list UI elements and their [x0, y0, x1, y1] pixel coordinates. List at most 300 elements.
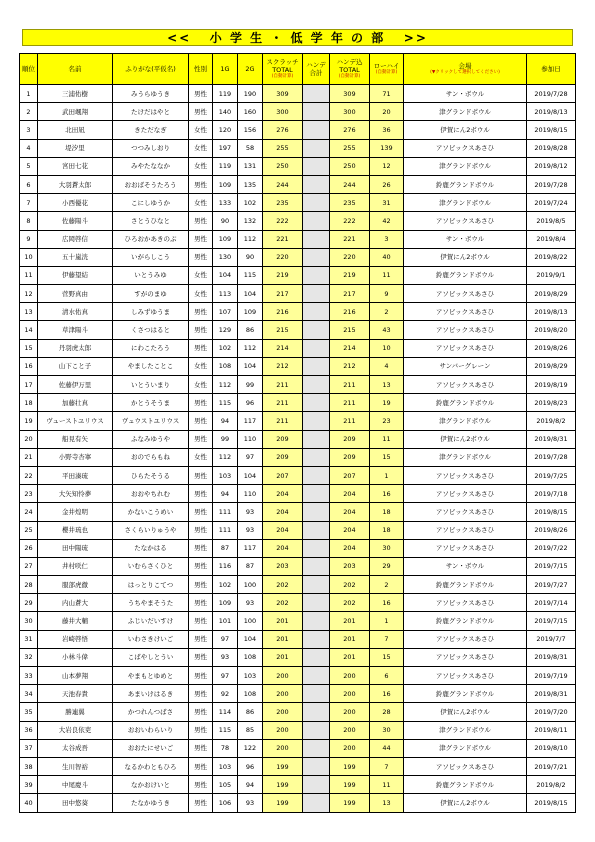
date-cell: 2019/7/15 — [527, 557, 576, 575]
rank-cell: 17 — [20, 376, 38, 394]
gender-cell: 女性 — [189, 139, 213, 157]
handicap-cell[interactable] — [303, 466, 330, 484]
kana-cell: みやたななか — [113, 157, 189, 175]
date-cell: 2019/8/26 — [527, 339, 576, 357]
rank-cell: 35 — [20, 703, 38, 721]
name-cell: 船見有矢 — [38, 430, 113, 448]
name-cell: 勝連翼 — [38, 703, 113, 721]
name-cell: 服部虎徹 — [38, 576, 113, 594]
scratch-total-cell: 200 — [263, 703, 303, 721]
game2-score-cell: 160 — [238, 103, 263, 121]
venue-select[interactable]: アソビックスあさひ — [404, 539, 527, 557]
name-cell: 堤汐里 — [38, 139, 113, 157]
handicap-cell[interactable] — [303, 321, 330, 339]
name-cell: 中尾慶斗 — [38, 776, 113, 794]
handicap-cell[interactable] — [303, 285, 330, 303]
handicap-total-cell: 199 — [330, 757, 370, 775]
venue-select[interactable]: 鈴鹿グランドボウル — [404, 576, 527, 594]
game2-score-cell: 156 — [238, 121, 263, 139]
kana-cell: いむらさくひと — [113, 557, 189, 575]
header-venue — [404, 54, 527, 85]
handicap-cell[interactable] — [303, 557, 330, 575]
name-cell: 草津陽斗 — [38, 321, 113, 339]
kana-cell: ひらたそうる — [113, 466, 189, 484]
date-cell: 2019/8/19 — [527, 376, 576, 394]
date-cell: 2019/8/20 — [527, 321, 576, 339]
handicap-cell[interactable] — [303, 212, 330, 230]
scratch-total-cell: 276 — [263, 121, 303, 139]
name-cell: 天池春貴 — [38, 685, 113, 703]
game1-score-cell: 109 — [213, 594, 238, 612]
rank-cell: 1 — [20, 85, 38, 103]
handicap-total-cell: 209 — [330, 448, 370, 466]
lohi-cell: 2 — [370, 303, 404, 321]
handicap-cell[interactable] — [303, 721, 330, 739]
venue-select[interactable]: 伊賀にん2ボウル — [404, 430, 527, 448]
scratch-total-cell: 204 — [263, 485, 303, 503]
date-cell: 2019/7/15 — [527, 612, 576, 630]
rank-cell: 6 — [20, 175, 38, 193]
handicap-cell[interactable] — [303, 139, 330, 157]
name-cell: 大羽蒼太郎 — [38, 175, 113, 193]
venue-select[interactable]: アソビックスあさひ — [404, 757, 527, 775]
handicap-cell[interactable] — [303, 630, 330, 648]
page-title: 小 学 生 ・ 低 学 年 の 部 — [209, 31, 386, 45]
lohi-cell: 15 — [370, 648, 404, 666]
game1-score-cell: 93 — [213, 648, 238, 666]
date-cell: 2019/8/5 — [527, 212, 576, 230]
header-lohi — [370, 54, 404, 85]
gender-cell: 男性 — [189, 703, 213, 721]
game1-score-cell: 133 — [213, 194, 238, 212]
table-row — [20, 157, 576, 175]
venue-select[interactable]: アソビックスあさひ — [404, 521, 527, 539]
rank-cell: 24 — [20, 503, 38, 521]
header-venue-note: (▼クリックして選択してください) — [430, 70, 500, 75]
venue-select[interactable]: アソビックスあさひ — [404, 648, 527, 666]
scratch-total-cell: 203 — [263, 557, 303, 575]
handicap-total-cell: 250 — [330, 157, 370, 175]
kana-cell: やまもとゆめと — [113, 667, 189, 685]
handicap-total-cell: 209 — [330, 430, 370, 448]
venue-select[interactable]: アソビックスあさひ — [404, 303, 527, 321]
date-cell: 2019/8/13 — [527, 303, 576, 321]
venue-select[interactable]: アソビックスあさひ — [404, 212, 527, 230]
date-cell: 2019/7/24 — [527, 194, 576, 212]
venue-select[interactable]: アソビックスあさひ — [404, 503, 527, 521]
handicap-cell[interactable] — [303, 794, 330, 812]
handicap-cell[interactable] — [303, 539, 330, 557]
venue-select[interactable]: 伊賀にん2ボウル — [404, 703, 527, 721]
handicap-cell[interactable] — [303, 376, 330, 394]
gender-cell: 女性 — [189, 157, 213, 175]
handicap-cell[interactable] — [303, 503, 330, 521]
venue-select[interactable]: 津グランドボウル — [404, 412, 527, 430]
game1-score-cell: 102 — [213, 339, 238, 357]
handicap-cell[interactable] — [303, 103, 330, 121]
scratch-total-cell: 211 — [263, 412, 303, 430]
lohi-cell: 3 — [370, 230, 404, 248]
scratch-total-cell: 209 — [263, 430, 303, 448]
handicap-cell[interactable] — [303, 448, 330, 466]
kana-cell: つつみしおり — [113, 139, 189, 157]
table-row — [20, 521, 576, 539]
handicap-cell[interactable] — [303, 576, 330, 594]
gender-cell: 男性 — [189, 212, 213, 230]
name-cell: 五十嵐洸 — [38, 248, 113, 266]
game2-score-cell: 87 — [238, 557, 263, 575]
handicap-total-cell: 201 — [330, 648, 370, 666]
game2-score-cell: 96 — [238, 757, 263, 775]
rank-cell: 15 — [20, 339, 38, 357]
table-row — [20, 85, 576, 103]
handicap-total-cell: 202 — [330, 576, 370, 594]
gender-cell: 男性 — [189, 630, 213, 648]
venue-select[interactable]: 津グランドボウル — [404, 721, 527, 739]
scratch-total-cell: 199 — [263, 794, 303, 812]
kana-cell: きただなぎ — [113, 121, 189, 139]
game1-score-cell: 111 — [213, 503, 238, 521]
venue-select[interactable]: アソビックスあさひ — [404, 339, 527, 357]
game2-score-cell: 115 — [238, 266, 263, 284]
gender-cell: 男性 — [189, 576, 213, 594]
handicap-cell[interactable] — [303, 739, 330, 757]
handicap-cell[interactable] — [303, 175, 330, 193]
handicap-total-cell: 211 — [330, 376, 370, 394]
scratch-total-cell: 201 — [263, 630, 303, 648]
venue-select[interactable]: アソビックスあさひ — [404, 285, 527, 303]
handicap-total-cell: 200 — [330, 721, 370, 739]
game1-score-cell: 94 — [213, 412, 238, 430]
title-banner — [22, 29, 573, 46]
date-cell: 2019/9/1 — [527, 266, 576, 284]
date-cell: 2019/8/13 — [527, 103, 576, 121]
scratch-total-cell: 204 — [263, 521, 303, 539]
date-cell: 2019/8/29 — [527, 357, 576, 375]
gender-cell: 男性 — [189, 339, 213, 357]
handicap-cell[interactable] — [303, 612, 330, 630]
handicap-cell[interactable] — [303, 194, 330, 212]
scratch-total-cell: 217 — [263, 285, 303, 303]
venue-select[interactable]: 伊賀にん2ボウル — [404, 248, 527, 266]
handicap-cell[interactable] — [303, 412, 330, 430]
name-cell: 佐藤伊万里 — [38, 376, 113, 394]
handicap-total-cell: 200 — [330, 703, 370, 721]
handicap-total-cell: 199 — [330, 794, 370, 812]
name-cell: 櫻井琉也 — [38, 521, 113, 539]
gender-cell: 男性 — [189, 539, 213, 557]
handicap-cell[interactable] — [303, 521, 330, 539]
kana-cell: おおばそうたろう — [113, 175, 189, 193]
scratch-total-cell: 200 — [263, 685, 303, 703]
handicap-cell[interactable] — [303, 667, 330, 685]
handicap-cell[interactable] — [303, 230, 330, 248]
header-handicap-total-note: (自動計算) — [338, 74, 361, 79]
game2-score-cell: 104 — [238, 285, 263, 303]
rank-cell: 21 — [20, 448, 38, 466]
game1-score-cell: 112 — [213, 376, 238, 394]
rank-cell: 5 — [20, 157, 38, 175]
handicap-total-cell: 204 — [330, 539, 370, 557]
handicap-cell[interactable] — [303, 703, 330, 721]
venue-select[interactable]: アソビックスあさひ — [404, 485, 527, 503]
game2-score-cell: 99 — [238, 376, 263, 394]
date-cell: 2019/8/15 — [527, 503, 576, 521]
game1-score-cell: 111 — [213, 521, 238, 539]
gender-cell: 女性 — [189, 357, 213, 375]
name-cell: 広岡啓信 — [38, 230, 113, 248]
venue-select[interactable]: 鈴鹿グランドボウル — [404, 175, 527, 193]
game1-score-cell: 113 — [213, 285, 238, 303]
scratch-total-cell: 300 — [263, 103, 303, 121]
handicap-total-cell: 211 — [330, 412, 370, 430]
venue-select[interactable]: 鈴鹿グランドボウル — [404, 612, 527, 630]
venue-select[interactable]: アソビックスあさひ — [404, 139, 527, 157]
gender-cell: 男性 — [189, 557, 213, 575]
name-cell: 伊藤望結 — [38, 266, 113, 284]
game1-score-cell: 103 — [213, 757, 238, 775]
game2-score-cell: 96 — [238, 394, 263, 412]
game2-score-cell: 108 — [238, 648, 263, 666]
venue-select[interactable]: アソビックスあさひ — [404, 376, 527, 394]
game1-score-cell: 116 — [213, 557, 238, 575]
header-gender: 性別 — [189, 54, 213, 85]
venue-select[interactable]: 津グランドボウル — [404, 739, 527, 757]
game2-score-cell: 104 — [238, 630, 263, 648]
date-cell: 2019/8/10 — [527, 739, 576, 757]
scratch-total-cell: 202 — [263, 576, 303, 594]
handicap-cell[interactable] — [303, 303, 330, 321]
gender-cell: 男性 — [189, 685, 213, 703]
game2-score-cell: 58 — [238, 139, 263, 157]
header-lohi-note: (自動計算) — [375, 70, 398, 75]
handicap-cell[interactable] — [303, 266, 330, 284]
name-cell: 小林斗偉 — [38, 648, 113, 666]
handicap-total-cell: 244 — [330, 175, 370, 193]
rank-cell: 10 — [20, 248, 38, 266]
game2-score-cell: 86 — [238, 321, 263, 339]
venue-select[interactable]: サン・ボウル — [404, 85, 527, 103]
kana-cell: なるかわともひろ — [113, 757, 189, 775]
game1-score-cell: 97 — [213, 630, 238, 648]
date-cell: 2019/7/19 — [527, 667, 576, 685]
kana-cell: ふじいだいすけ — [113, 612, 189, 630]
kana-cell: おおいわらいり — [113, 721, 189, 739]
table-row — [20, 194, 576, 212]
game2-score-cell: 131 — [238, 157, 263, 175]
handicap-cell[interactable] — [303, 594, 330, 612]
rank-cell: 40 — [20, 794, 38, 812]
lohi-cell: 71 — [370, 85, 404, 103]
header-venue-label: 会場 — [458, 62, 472, 70]
rank-cell: 20 — [20, 430, 38, 448]
handicap-cell[interactable] — [303, 485, 330, 503]
table-row — [20, 576, 576, 594]
rank-cell: 25 — [20, 521, 38, 539]
gender-cell: 女性 — [189, 285, 213, 303]
lohi-cell: 1 — [370, 612, 404, 630]
name-cell: 内山蒼大 — [38, 594, 113, 612]
handicap-cell[interactable] — [303, 648, 330, 666]
handicap-total-cell: 212 — [330, 357, 370, 375]
name-cell: 小西優花 — [38, 194, 113, 212]
date-cell: 2019/8/29 — [527, 285, 576, 303]
date-cell: 2019/7/27 — [527, 576, 576, 594]
handicap-cell[interactable] — [303, 776, 330, 794]
rank-cell: 23 — [20, 485, 38, 503]
game1-score-cell: 97 — [213, 667, 238, 685]
lohi-cell: 2 — [370, 576, 404, 594]
kana-cell: しみずゆうま — [113, 303, 189, 321]
handicap-total-cell: 211 — [330, 394, 370, 412]
venue-select[interactable]: アソビックスあさひ — [404, 321, 527, 339]
kana-cell: さくらいりゅうや — [113, 521, 189, 539]
scratch-total-cell: 216 — [263, 303, 303, 321]
rank-cell: 3 — [20, 121, 38, 139]
handicap-cell[interactable] — [303, 157, 330, 175]
rank-cell: 16 — [20, 357, 38, 375]
rank-cell: 9 — [20, 230, 38, 248]
venue-select[interactable]: サン・ボウル — [404, 557, 527, 575]
game1-score-cell: 197 — [213, 139, 238, 157]
venue-select[interactable]: アソビックスあさひ — [404, 630, 527, 648]
handicap-total-cell: 217 — [330, 285, 370, 303]
lohi-cell: 16 — [370, 485, 404, 503]
date-cell: 2019/8/28 — [527, 139, 576, 157]
kana-cell: かとうそうま — [113, 394, 189, 412]
table-row — [20, 448, 576, 466]
lohi-cell: 4 — [370, 357, 404, 375]
game2-score-cell: 117 — [238, 539, 263, 557]
venue-select[interactable]: 鈴鹿グランドボウル — [404, 394, 527, 412]
venue-select[interactable]: 鈴鹿グランドボウル — [404, 776, 527, 794]
date-cell: 2019/8/15 — [527, 121, 576, 139]
rank-cell: 22 — [20, 466, 38, 484]
gender-cell: 男性 — [189, 757, 213, 775]
gender-cell: 女性 — [189, 194, 213, 212]
game1-score-cell: 105 — [213, 776, 238, 794]
game2-score-cell: 122 — [238, 739, 263, 757]
date-cell: 2019/8/2 — [527, 776, 576, 794]
venue-select[interactable]: アソビックスあさひ — [404, 594, 527, 612]
kana-cell: くさつはると — [113, 321, 189, 339]
handicap-cell[interactable] — [303, 357, 330, 375]
venue-select[interactable]: 鈴鹿グランドボウル — [404, 685, 527, 703]
lohi-cell: 40 — [370, 248, 404, 266]
venue-select[interactable]: 津グランドボウル — [404, 448, 527, 466]
table-row — [20, 121, 576, 139]
header-handicap-total-label: ハンデ込 — [336, 58, 363, 66]
handicap-cell[interactable] — [303, 121, 330, 139]
ranking-table — [19, 53, 576, 813]
name-cell: 山本夢翔 — [38, 667, 113, 685]
handicap-total-cell: 276 — [330, 121, 370, 139]
table-row — [20, 139, 576, 157]
venue-select[interactable]: サンバーグレーン — [404, 357, 527, 375]
handicap-cell[interactable] — [303, 757, 330, 775]
lohi-cell: 23 — [370, 412, 404, 430]
game1-score-cell: 109 — [213, 175, 238, 193]
venue-select[interactable]: 伊賀にん2ボウル — [404, 121, 527, 139]
venue-select[interactable]: アソビックスあさひ — [404, 466, 527, 484]
venue-select[interactable]: 伊賀にん2ボウル — [404, 794, 527, 812]
name-cell: 田中悠葵 — [38, 794, 113, 812]
game1-score-cell: 87 — [213, 539, 238, 557]
scratch-total-cell: 220 — [263, 248, 303, 266]
table-row — [20, 212, 576, 230]
lohi-cell: 13 — [370, 376, 404, 394]
header-handicap-total-sub: TOTAL — [339, 66, 360, 74]
rank-cell: 30 — [20, 612, 38, 630]
table-row — [20, 703, 576, 721]
game2-score-cell: 86 — [238, 703, 263, 721]
rank-cell: 8 — [20, 212, 38, 230]
scratch-total-cell: 209 — [263, 448, 303, 466]
game1-score-cell: 120 — [213, 121, 238, 139]
game2-score-cell: 117 — [238, 412, 263, 430]
lohi-cell: 19 — [370, 394, 404, 412]
scratch-total-cell: 219 — [263, 266, 303, 284]
handicap-total-cell: 220 — [330, 248, 370, 266]
lohi-cell: 139 — [370, 139, 404, 157]
lohi-cell: 18 — [370, 503, 404, 521]
venue-select[interactable]: 鈴鹿グランドボウル — [404, 266, 527, 284]
handicap-cell[interactable] — [303, 430, 330, 448]
lohi-cell: 20 — [370, 103, 404, 121]
venue-select[interactable]: 津グランドボウル — [404, 194, 527, 212]
handicap-total-cell: 221 — [330, 230, 370, 248]
scratch-total-cell: 199 — [263, 776, 303, 794]
header-handicap-label: ハンデ — [306, 61, 326, 69]
gender-cell: 女性 — [189, 448, 213, 466]
handicap-cell[interactable] — [303, 394, 330, 412]
venue-select[interactable]: 津グランドボウル — [404, 103, 527, 121]
handicap-cell[interactable] — [303, 339, 330, 357]
table-row — [20, 103, 576, 121]
venue-select[interactable]: 津グランドボウル — [404, 157, 527, 175]
kana-cell: かつれんつばさ — [113, 703, 189, 721]
game2-score-cell: 85 — [238, 721, 263, 739]
header-handicap-sum-label: 合計 — [309, 69, 323, 77]
game2-score-cell: 97 — [238, 448, 263, 466]
handicap-cell[interactable] — [303, 85, 330, 103]
game1-score-cell: 101 — [213, 612, 238, 630]
name-cell: 大矢知怜夢 — [38, 485, 113, 503]
rank-cell: 11 — [20, 266, 38, 284]
kana-cell: たなかはる — [113, 539, 189, 557]
handicap-total-cell: 255 — [330, 139, 370, 157]
lohi-cell: 7 — [370, 757, 404, 775]
venue-select[interactable]: サン・ボウル — [404, 230, 527, 248]
game2-score-cell: 110 — [238, 485, 263, 503]
handicap-total-cell: 215 — [330, 321, 370, 339]
gender-cell: 男性 — [189, 667, 213, 685]
game2-score-cell: 90 — [238, 248, 263, 266]
table-row — [20, 248, 576, 266]
table-row — [20, 685, 576, 703]
name-cell: 宮田七花 — [38, 157, 113, 175]
venue-select[interactable]: アソビックスあさひ — [404, 667, 527, 685]
scratch-total-cell: 211 — [263, 376, 303, 394]
handicap-cell[interactable] — [303, 685, 330, 703]
game1-score-cell: 99 — [213, 430, 238, 448]
handicap-cell[interactable] — [303, 248, 330, 266]
name-cell: 武田颯翔 — [38, 103, 113, 121]
game2-score-cell: 109 — [238, 303, 263, 321]
game1-score-cell: 119 — [213, 85, 238, 103]
name-cell: 佐藤陽斗 — [38, 212, 113, 230]
table-row — [20, 594, 576, 612]
